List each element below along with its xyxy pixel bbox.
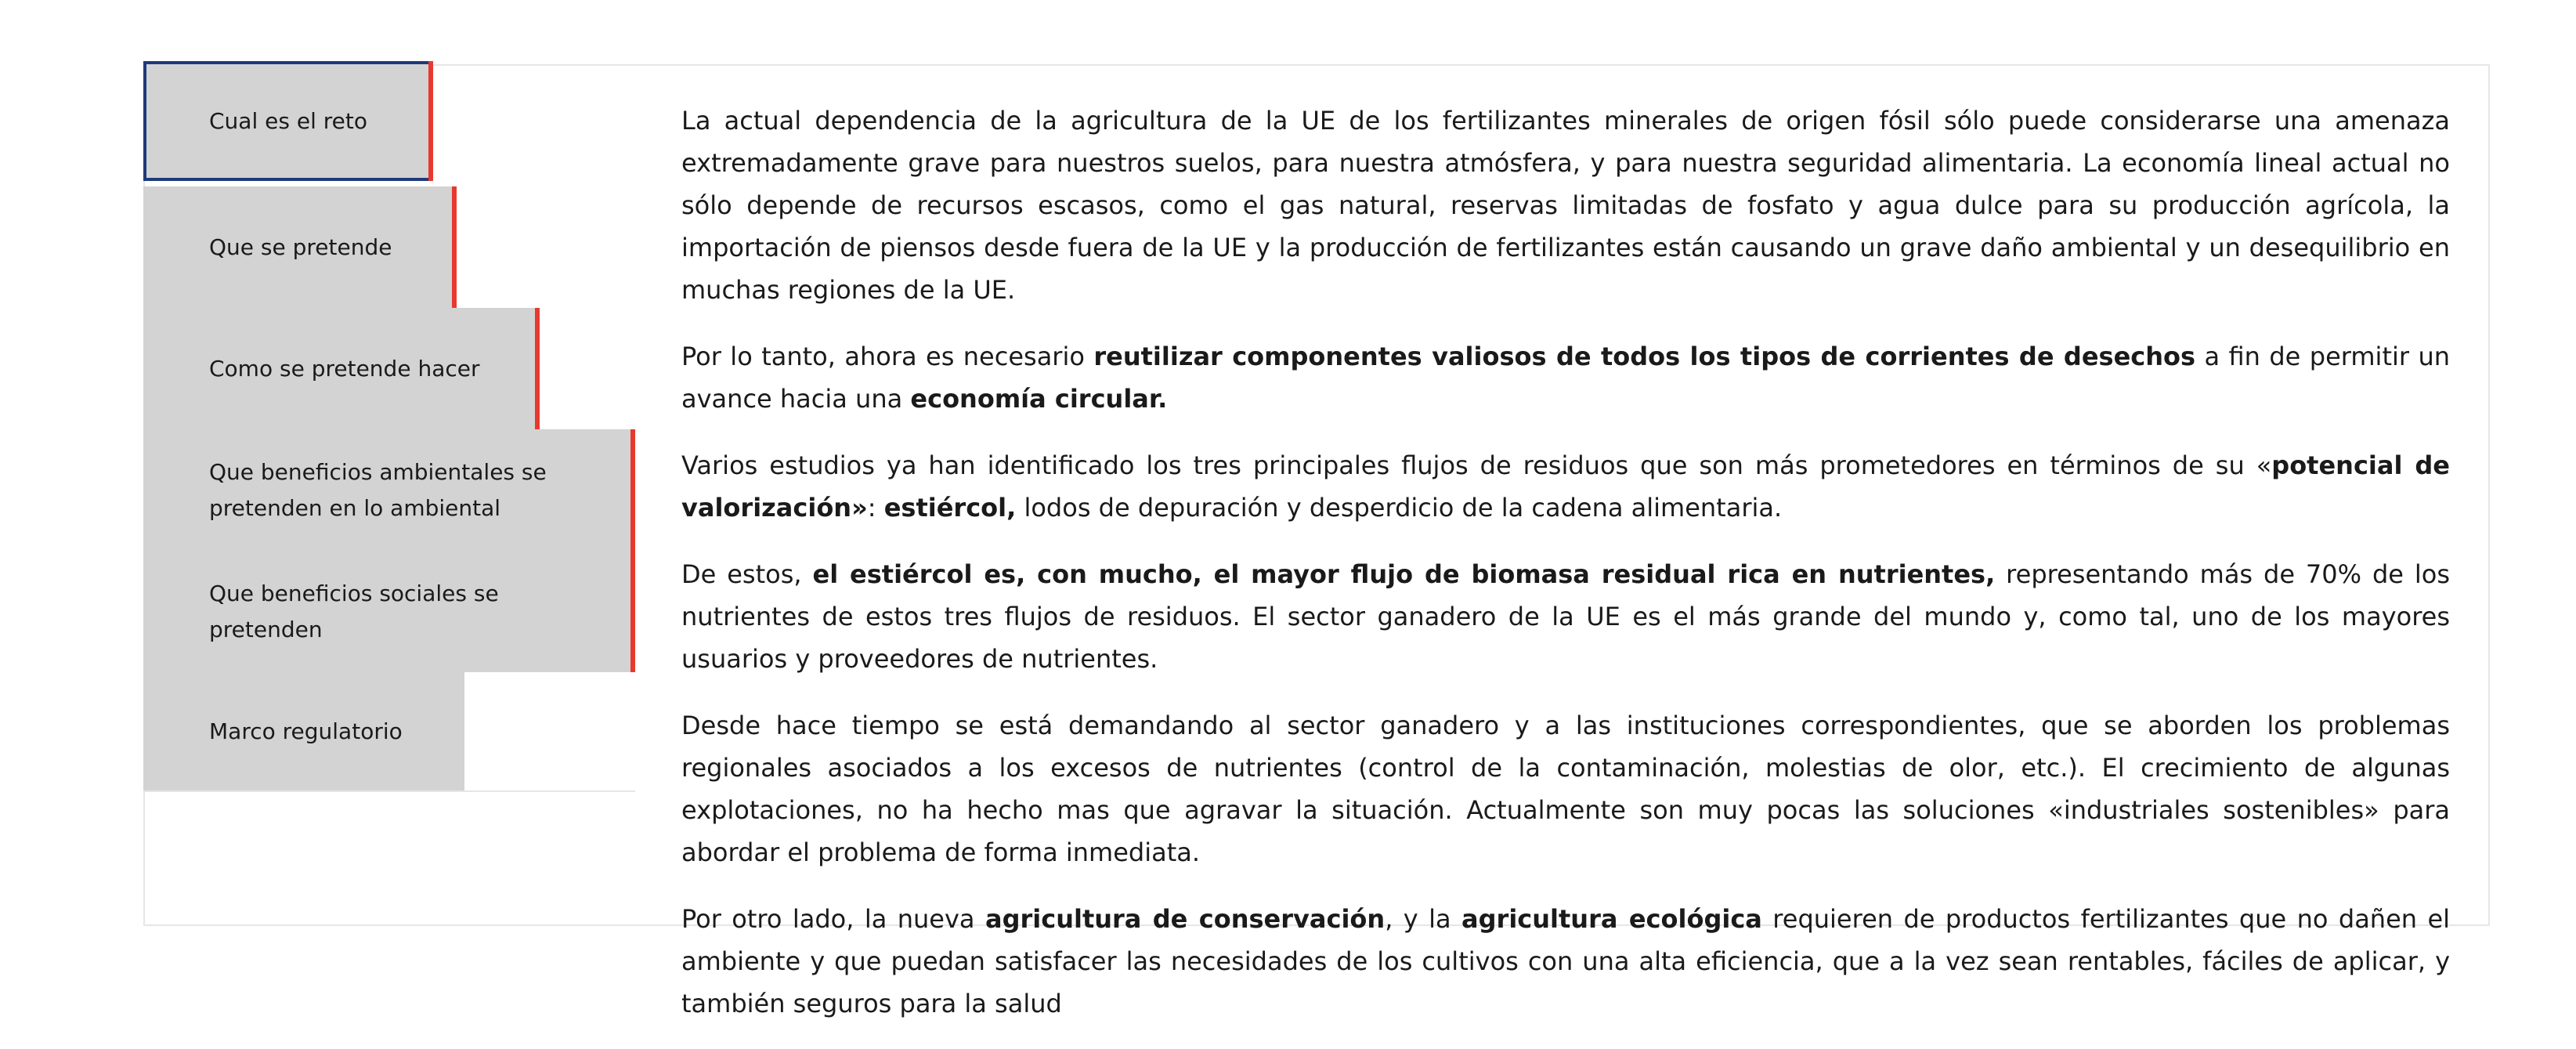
tab-label: Marco regulatorio bbox=[209, 718, 403, 744]
paragraph-text: representando más de 70% de los nutrientes de estos tres flujos de residuos. El sector ganadero de la UE es el más grande del mundo y, como tal, uno de los mayores usuarios y proveedores de nutrientes. bbox=[681, 559, 2451, 674]
paragraph-text: De estos, bbox=[681, 559, 813, 589]
paragraph bbox=[681, 444, 2450, 529]
emphasis-text: potencial de valorización» bbox=[681, 450, 2451, 523]
emphasis-text: reutilizar componentes valiosos de todos los tipos de corrientes de desechos bbox=[1093, 342, 2196, 371]
emphasis-text: agricultura de conservación bbox=[985, 904, 1386, 934]
paragraph-text: a fin de permitir un avance hacia una bbox=[681, 342, 2451, 414]
tab-accent-bar bbox=[452, 186, 457, 308]
paragraph bbox=[681, 99, 2450, 311]
tab-label: Que se pretende bbox=[209, 233, 392, 260]
tab-accent-bar bbox=[630, 551, 635, 672]
paragraph-text: Por lo tanto, ahora es necesario bbox=[681, 342, 1094, 371]
paragraph bbox=[681, 335, 2450, 420]
paragraph bbox=[681, 898, 2450, 1025]
paragraph-text: Por otro lado, la nueva bbox=[681, 904, 985, 934]
paragraph bbox=[681, 704, 2450, 874]
paragraph-text: La actual dependencia de la agricultura de la UE de los fertilizantes minerales de origen fósil sólo puede considerarse una amenaza extremadamente grave para nuestros suelos, para nuestra atmósfera, y para nuestra seguridad alimentaria. La economía lineal actual no sólo depende de recursos escasos, como el gas natural, reservas limitadas de fosfato y agua dulce para su producción agrícola, la importación de piensos desde fuera de la UE y la producción de fertilizantes están causando un grave daño ambiental y un desequilibrio en muchas regiones de la UE. bbox=[681, 106, 2450, 305]
paragraph-text: lodos de depuración y desperdicio de la cadena alimentaria. bbox=[1016, 493, 1783, 523]
tab-accent-bar bbox=[428, 61, 433, 181]
paragraph-text: Desde hace tiempo se está demandando al sector ganadero y a las instituciones correspondientes, que se aborden los problemas regionales asociados a los excesos de nutrientes (control de la contaminación, molestias de olor, etc.). El crecimiento de algunas explotaciones, no ha hecho mas que agravar la situación. Actualmente son muy pocas las soluciones «industriales sostenibles» para abordar el problema de forma inmediata. bbox=[681, 711, 2450, 867]
tab-content bbox=[681, 99, 2450, 1049]
paragraph bbox=[681, 553, 2450, 680]
paragraph-text: requieren de productos fertilizantes que no dañen el ambiente y que puedan satisfacer las necesidades de los cultivos con una alta eficiencia, que a la vez sean rentables, fáciles de aplicar, y también seguros para la salud bbox=[681, 904, 2451, 1018]
tab-accent-bar bbox=[630, 429, 635, 551]
tab-beneficios-ambientales[interactable] bbox=[143, 429, 635, 551]
tab-beneficios-sociales[interactable] bbox=[143, 551, 635, 672]
emphasis-text: estiércol, bbox=[883, 493, 1017, 523]
tab-accent-bar bbox=[535, 308, 540, 429]
tab-cual-es-el-reto[interactable] bbox=[143, 61, 433, 181]
paragraph-text: : bbox=[867, 493, 884, 523]
emphasis-text: agricultura ecológica bbox=[1461, 904, 1762, 934]
tabs-divider bbox=[143, 790, 635, 792]
paragraph-text: Varios estudios ya han identificado los tres principales flujos de residuos que son más prometedores en términos de su « bbox=[681, 450, 2272, 480]
tab-label: Cual es el reto bbox=[209, 107, 367, 134]
tab-label: Que beneficios ambientales se pretenden en lo ambiental bbox=[209, 458, 547, 521]
emphasis-text: economía circular. bbox=[910, 384, 1168, 414]
emphasis-text: el estiércol es, con mucho, el mayor flujo de biomasa residual rica en nutrientes, bbox=[812, 559, 1996, 589]
tab-label: Que beneficios sociales se pretenden bbox=[209, 580, 499, 642]
tab-label: Como se pretende hacer bbox=[209, 355, 480, 382]
tab-como-se-pretende-hacer[interactable] bbox=[143, 308, 540, 429]
paragraph-text: , y la bbox=[1385, 904, 1462, 934]
tab-que-se-pretende[interactable] bbox=[143, 186, 457, 308]
tab-marco-regulatorio[interactable] bbox=[143, 672, 464, 790]
